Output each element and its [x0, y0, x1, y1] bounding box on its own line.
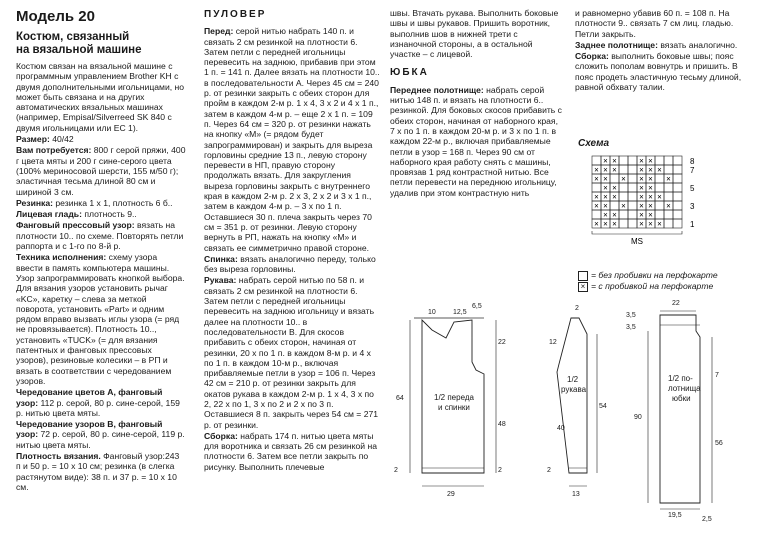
- scheme-cell-mark: ×: [648, 192, 653, 202]
- rib-label: Резинка:: [16, 197, 53, 208]
- legend-empty-text: = без пробивки на перфокарте: [591, 270, 718, 280]
- subtitle-line-2: на вязальной машине: [16, 44, 142, 56]
- scheme-cell-mark: ×: [639, 183, 644, 193]
- scheme-row-number: 3: [690, 202, 695, 211]
- skirt-front-value: набрать серой нитью 148 п. и вязать на плотности 6.. резинкой. Для боковых скосов прибавить с обеих сторон, начиная от наборного края, 7 х по 1 п. в каждом 20-м р. и 3 х по 1 п. в каждом 22-м р., включая прибавляемые петли в узор = 168 п. Через 90 см от наборного края работу снять с машины, провязав 1 ряд контрастной нитью. Все петли перевести на переднюю игольницу, удалив при этом контрастную нить: [390, 84, 562, 198]
- scheme-row-number: 7: [690, 166, 695, 175]
- scheme-cell-mark: ×: [648, 210, 653, 220]
- scheme-cell-mark: ×: [657, 219, 662, 229]
- scheme-cell: [673, 192, 682, 201]
- scheme-cell-mark: ×: [648, 165, 653, 175]
- scheme-row-number: 8: [690, 157, 695, 166]
- scheme-cell-mark: ×: [612, 192, 617, 202]
- scheme-cell-mark: ×: [603, 183, 608, 193]
- scheme-cell-mark: ×: [603, 210, 608, 220]
- technique-value: схему узора ввести в память компьютера машины. Узор запрограммировать кнопкой выбора. Для вязания узоров установить рычаг «KC», каретку – слева за меткой поворота, установить «Part» и одним рядом вправо вызвать иглы узора (= ряд не провязывается). Плотность 10.., установить «TUCK» (= для вязания патентных и фанговых прессовых узоров), резиновые колесики – в РП и вязать в соответствии с чередованием узоров.: [16, 252, 185, 386]
- legend-x-text: = с пробивкой на перфокарте: [591, 281, 714, 291]
- press-value: вязать на плотности 10.. по схеме. Повторять петли раппорта и с 1-го по 8-й р.: [16, 220, 184, 252]
- scheme-cell: [655, 174, 664, 183]
- scheme-cell-mark: ×: [648, 183, 653, 193]
- sleeve-dim-cap: 12: [549, 339, 557, 346]
- model-title: Модель 20: [16, 8, 95, 25]
- scheme-cell-mark: ×: [612, 183, 617, 193]
- alternation-a-value: 112 р. серой, 80 р. сине-серой, 159 р. нитью цвета мяты.: [16, 397, 180, 418]
- scheme-cell: [610, 201, 619, 210]
- alternation-b-label: Чередование узоров В, фанговый узор:: [16, 419, 163, 440]
- scheme-row-number: 5: [690, 184, 695, 193]
- skirt-back-label: Заднее полотнище:: [575, 39, 658, 50]
- scheme-cell-mark: ×: [666, 201, 671, 211]
- front-value: серой нитью набрать 140 п. и связать 2 см резинкой на плотности 6. Затем петли с передней игольницы перевесить на заднюю, прибавив при этом 1 п. = 141 п. Далее вязать на плотности 10.. в последовательности А. Через 45 см = 240 р. от резинки закрыть с обеих сторон для пройм в каждом 2-м р. 1 х 4, 3 х 2 и 4 х 1 п., затем в каждом 4-м р. – еще 2 х 1 п. = 109 п. Через 64 см = 320 р. от резинки нажать на кнопку «М» (= рядом будет запрограммирован) и закрыть для выреза горловины средние 13 п., левую сторону перевести в НП, правую сторону продолжать вязать. Для закругления выреза горловины закрыть с внутреннего края в каждом 2-м р. 2 х 3, 2 х 2 и 3 х 1 п., затем в каждом 4-м р. – 3 х по 1 п. Оставшиеся 30 п. плеча закрыть через 70 см = 351 р. от резинки. Левую сторону вернуть в РП, нажать на кнопку «М» и связать ее симметрично правой стороне.: [204, 26, 380, 253]
- stitch-scheme: [578, 138, 758, 278]
- back-value: вязать аналогично переду, только без выреза горловины.: [204, 253, 376, 275]
- scheme-cell: [628, 165, 637, 174]
- front-dim-right-top: 22: [498, 339, 506, 346]
- scheme-cell: [664, 156, 673, 165]
- alternation-a-label: Чередование цветов А, фанговый узор:: [16, 387, 163, 408]
- scheme-cell-mark: ×: [639, 156, 644, 166]
- scheme-cell-mark: ×: [612, 210, 617, 220]
- scheme-cell-mark: ×: [657, 192, 662, 202]
- scheme-cell: [673, 174, 682, 183]
- skirt-outline: [660, 315, 700, 503]
- scheme-cell-mark: ×: [639, 201, 644, 211]
- scheme-cell-mark: ×: [666, 174, 671, 184]
- technique-label: Техника исполнения:: [16, 252, 107, 263]
- scheme-cell-mark: ×: [594, 192, 599, 202]
- front-dim-top1: 10: [428, 309, 436, 316]
- scheme-row-number: 1: [690, 220, 695, 229]
- sleeve-label-1: 1/2: [567, 375, 579, 384]
- scheme-cell-mark: ×: [639, 174, 644, 184]
- column-3: [390, 8, 562, 199]
- skirt-pattern: [620, 295, 740, 525]
- sleeve-dim-left: 40: [557, 425, 565, 432]
- front-label: Перед:: [204, 26, 234, 37]
- skirt-assembly-value: выполнить боковые швы; пояс сложить пополам вовнутрь и пришить. В пояс продеть эластичную тесьму длиной, равной обхвату талии.: [575, 51, 742, 93]
- scheme-cell: [619, 156, 628, 165]
- scheme-cell-mark: ×: [612, 219, 617, 229]
- scheme-cell: [619, 210, 628, 219]
- scheme-cell: [664, 165, 673, 174]
- skirt-dim-top: 22: [672, 300, 680, 307]
- scheme-cell: [592, 210, 601, 219]
- sleeve-dim-bottom: 13: [572, 491, 580, 498]
- scheme-cell: [628, 174, 637, 183]
- assembly-value: набрать 174 п. нитью цвета мяты для воротника и связать 26 см резинкой на плотности 6. Затем все петли закрыть по рисунку. Выполнить плечевые: [204, 430, 377, 472]
- scheme-grid: [578, 152, 758, 280]
- back-label: Спинка:: [204, 253, 238, 264]
- skirt-dim-height: 90: [634, 414, 642, 421]
- column-4: [575, 8, 755, 93]
- legend-x-icon: ×: [578, 282, 588, 292]
- scheme-cell-mark: ×: [603, 192, 608, 202]
- size-value: 40/42: [52, 134, 74, 145]
- scheme-cell: [592, 183, 601, 192]
- skirt-front-label: Переднее полотнище:: [390, 84, 484, 95]
- skirt-label-2: лотнища: [668, 384, 701, 393]
- sleeve-pattern: [545, 300, 615, 515]
- scheme-cell: [673, 156, 682, 165]
- scheme-cell: [673, 210, 682, 219]
- front-back-pattern: [392, 300, 512, 515]
- front-dim-rib-left: 2: [394, 467, 398, 474]
- sleeves-value: набрать серой нитью по 58 п. и связать 2 см резинкой на плотности 6. Затем петли с передней игольницы перевесить на заднюю игольницу и вязать далее на плотности 10.. в последовательности В. Для скосов прибавить с обеих сторон, начиная от резинки, 20 х по 1 п. в каждом 8-м р. и 4 х по 1 п. в каждом 10-м р., включая прибавляемые петли в узор = 106 п. Через 42 см = 210 р. от резинки закрыть для окатов рукава в каждом 2-м р. 1 х 4, 3 х по 2, 22 х по 1, 3 х по 2 и 2 х по 3 п. Оставшиеся 8 п. закрыть через 54 см = 271 р. от резинки.: [204, 275, 379, 430]
- sleeves-label: Рукава:: [204, 275, 237, 286]
- skirt-label-3: юбки: [672, 394, 691, 403]
- scheme-cell-mark: ×: [603, 201, 608, 211]
- scheme-cell-mark: ×: [639, 192, 644, 202]
- press-label: Фанговый прессовый узор:: [16, 220, 135, 231]
- scheme-cell-mark: ×: [594, 201, 599, 211]
- skirt-heading: ЮБКА: [390, 67, 429, 79]
- skirt-front-continued: и равномерно убавив 60 п. = 108 п. На плотности 9.. связать 7 см лиц. гладью. Петли закрыть.: [575, 8, 734, 39]
- scheme-cell-mark: ×: [648, 156, 653, 166]
- scheme-cell: [628, 183, 637, 192]
- stockinette-label: Лицевая гладь:: [16, 209, 82, 220]
- alternation-b-value: 72 р. серой, 80 р. сине-серой, 119 р. нитью цвета мяты.: [16, 429, 185, 450]
- scheme-cell-mark: ×: [603, 165, 608, 175]
- front-dim-left: 64: [396, 395, 404, 402]
- materials-value: 800 г серой пряжи, 400 г цвета мяты и 200 г сине-серого цвета (100% мериносовой шерсти, 155 м/50 г); эластичная тесьма длиной 80 см и шириной 3 см.: [16, 145, 186, 197]
- scheme-cell: [592, 156, 601, 165]
- scheme-cell: [655, 201, 664, 210]
- rib-value: резинка 1 х 1, плотность 6 б..: [55, 197, 173, 208]
- scheme-cell: [655, 183, 664, 192]
- scheme-cell-mark: ×: [639, 219, 644, 229]
- scheme-cell-mark: ×: [648, 201, 653, 211]
- skirt-dim-right: 56: [715, 440, 723, 447]
- scheme-cell: [628, 192, 637, 201]
- scheme-cell: [628, 219, 637, 228]
- skirt-dim-edge: 2,5: [702, 516, 712, 523]
- size-label: Размер:: [16, 134, 50, 145]
- front-dim-top3: 6,5: [472, 303, 482, 310]
- sleeve-dim-right: 54: [599, 403, 607, 410]
- front-dim-bottom: 29: [447, 491, 455, 498]
- skirt-dim-bottom: 19,5: [668, 512, 682, 519]
- scheme-cell: [673, 183, 682, 192]
- front-label-1: 1/2 переда: [434, 393, 474, 402]
- scheme-cell: [664, 219, 673, 228]
- scheme-cell: [628, 201, 637, 210]
- scheme-cell: [619, 165, 628, 174]
- subtitle-line-1: Костюм, связанный: [16, 31, 130, 43]
- scheme-cell-mark: ×: [594, 174, 599, 184]
- scheme-cell-mark: ×: [639, 165, 644, 175]
- scheme-cell: [610, 174, 619, 183]
- scheme-rapport-bracket: [592, 231, 682, 234]
- scheme-cell-mark: ×: [621, 174, 626, 184]
- pullover-assembly-continued: швы. Втачать рукава. Выполнить боковые швы и швы рукавов. Пришить воротник, выполнив шов в нижней трети с изнаночной стороны, а в остальной участке – с лицевой.: [390, 8, 559, 60]
- front-label-2: и спинки: [438, 403, 470, 412]
- scheme-ms-label: MS: [631, 237, 643, 246]
- scheme-cell-mark: ×: [657, 165, 662, 175]
- legend-empty-icon: [578, 271, 588, 281]
- sleeve-dim-rib: 2: [547, 467, 551, 474]
- scheme-cell-mark: ×: [648, 174, 653, 184]
- scheme-cell: [673, 165, 682, 174]
- scheme-cell-mark: ×: [648, 219, 653, 229]
- scheme-cell-mark: ×: [603, 156, 608, 166]
- skirt-dim-w2: 3,5: [626, 324, 636, 331]
- sleeve-dim-top: 2: [575, 305, 579, 312]
- scheme-cell-mark: ×: [603, 174, 608, 184]
- scheme-cell-mark: ×: [621, 201, 626, 211]
- scheme-title: Схема: [578, 138, 610, 149]
- scheme-cell-mark: ×: [612, 156, 617, 166]
- scheme-cell: [673, 219, 682, 228]
- scheme-cell: [664, 192, 673, 201]
- scheme-legend: [578, 270, 763, 292]
- materials-label: Вам потребуется:: [16, 145, 92, 156]
- column-2: [204, 10, 382, 473]
- sleeve-outline: [557, 318, 587, 473]
- front-dim-rib: 2: [498, 467, 502, 474]
- scheme-cell: [655, 210, 664, 219]
- scheme-cell-mark: ×: [612, 165, 617, 175]
- scheme-cell: [619, 192, 628, 201]
- stockinette-value: плотность 9..: [84, 209, 137, 220]
- column-1: [16, 8, 186, 493]
- scheme-cell-mark: ×: [603, 219, 608, 229]
- skirt-assembly-label: Сборка:: [575, 51, 609, 62]
- scheme-cell-mark: ×: [594, 165, 599, 175]
- skirt-back-value: вязать аналогично.: [660, 39, 738, 50]
- scheme-cell: [673, 201, 682, 210]
- intro-text: Костюм связан на вязальной машине с программным управлением Brother KH с двумя дополнительными игольницами, но может быть связана и на других автоматических вязальных машинах (например, Empisal/Silverreed SK 840 с двумя игольницами или EC 1).: [16, 61, 185, 133]
- assembly-label: Сборка:: [204, 430, 238, 441]
- sleeve-label-2: рукава: [561, 385, 587, 394]
- front-dim-right-mid: 48: [498, 421, 506, 428]
- skirt-dim-top-gap: 7: [715, 372, 719, 379]
- scheme-cell: [655, 156, 664, 165]
- density-value: Фанговый узор:243 п и 50 р. = 10 х 10 см; резинка (в слегка растянутом виде): 38 п. и 37 р. = 10 х 10 см.: [16, 450, 180, 492]
- scheme-cell: [664, 210, 673, 219]
- scheme-cell-mark: ×: [639, 210, 644, 220]
- scheme-cell: [628, 210, 637, 219]
- scheme-cell: [619, 219, 628, 228]
- scheme-cell: [664, 183, 673, 192]
- scheme-cell: [628, 156, 637, 165]
- pullover-heading: ПУЛОВЕР: [204, 9, 267, 20]
- front-dim-top2: 12,5: [453, 309, 467, 316]
- density-label: Плотность вязания.: [16, 450, 101, 461]
- scheme-cell-mark: ×: [594, 219, 599, 229]
- skirt-dim-w1: 3,5: [626, 312, 636, 319]
- scheme-cell: [619, 183, 628, 192]
- skirt-label-1: 1/2 по-: [668, 374, 693, 383]
